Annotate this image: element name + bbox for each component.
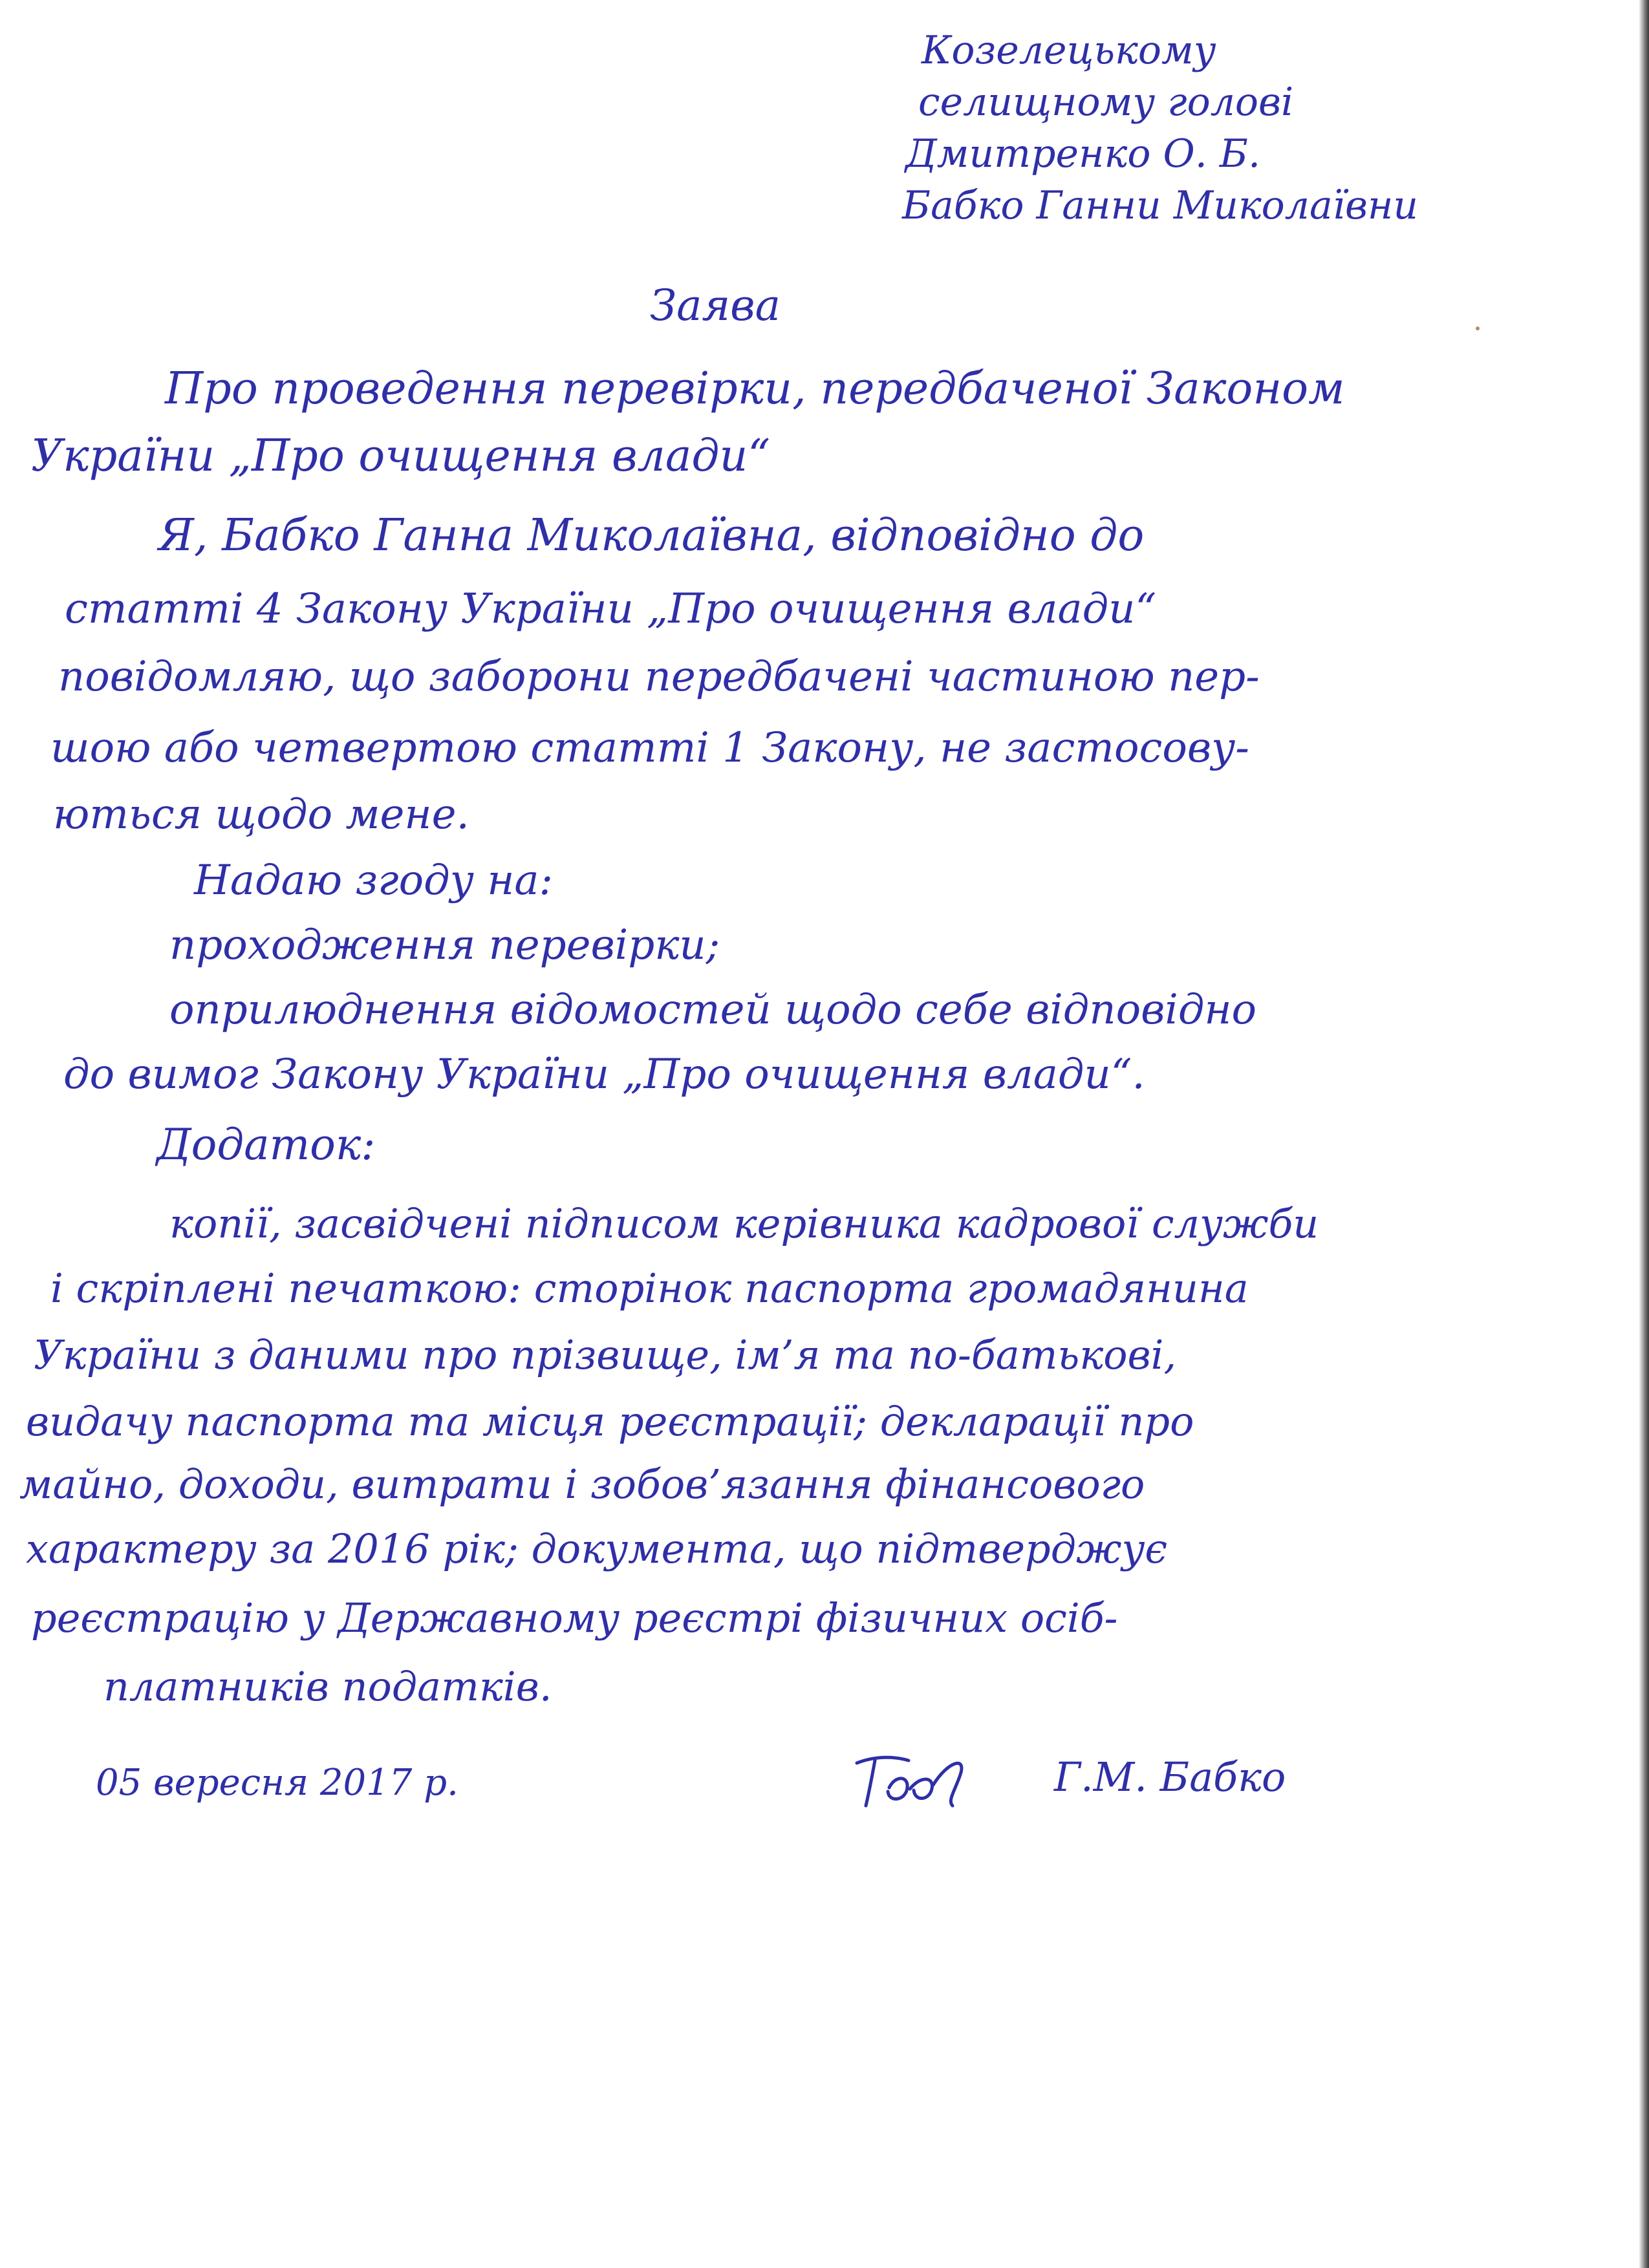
statement-line: ються щодо мене. [53, 791, 469, 839]
attachment-line: майно, доходи, витрати і зобов’язання фінансового [19, 1460, 1145, 1508]
attachment-line: характеру за 2016 рік; документа, що підтверджує [26, 1525, 1168, 1572]
attachment-line: платників податків. [103, 1663, 552, 1710]
attachment-line: України з даними про прізвище, ім’я та по-батькові, [34, 1331, 1177, 1378]
ink-speck [1476, 326, 1480, 330]
date: 05 вересня 2017 р. [96, 1762, 458, 1804]
consent-line: проходження перевірки; [169, 921, 720, 969]
addressee-line: селищному голові [918, 80, 1294, 125]
signature-name: Г.М. Бабко [1054, 1753, 1286, 1801]
consent-line: оприлюднення відомостей щодо себе відповідно [169, 986, 1257, 1034]
attachment-line: і скріплені печаткою: сторінок паспорта громадянина [50, 1265, 1249, 1312]
attachment-line: реєстрацію у Державному реєстрі фізичних осіб- [31, 1594, 1118, 1642]
statement-line: Я, Бабко Ганна Миколаївна, відповідно до [158, 510, 1145, 561]
attachment-line: видачу паспорта та місця реєстрації; декларації про [26, 1398, 1194, 1445]
statement-line: шою або четвертою статті 1 Закону, не застосову- [50, 724, 1249, 772]
handwritten-signature [850, 1749, 986, 1810]
scan-edge-shadow [1639, 0, 1649, 2268]
statement-line: повідомляю, що заборони передбачені частиною пер- [58, 653, 1260, 701]
consent-line: до вимог Закону України „Про очищення влади“. [63, 1051, 1145, 1098]
addressee-line: Козелецькому [921, 28, 1216, 73]
applicant-name-line: Бабко Ганни Миколаївни [902, 183, 1419, 228]
consent-line: Надаю згоду на: [194, 857, 554, 904]
subject-line: Про проведення перевірки, передбаченої Законом [165, 363, 1345, 414]
attachment-heading: Додаток: [156, 1120, 376, 1170]
subject-line: України „Про очищення влади“ [31, 431, 771, 482]
attachment-line: копії, засвідчені підписом керівника кадрової служби [169, 1200, 1319, 1247]
statement-line: статті 4 Закону України „Про очищення влади“ [65, 585, 1157, 633]
addressee-line: Дмитренко О. Б. [905, 131, 1261, 177]
document-title: Заява [650, 281, 781, 330]
